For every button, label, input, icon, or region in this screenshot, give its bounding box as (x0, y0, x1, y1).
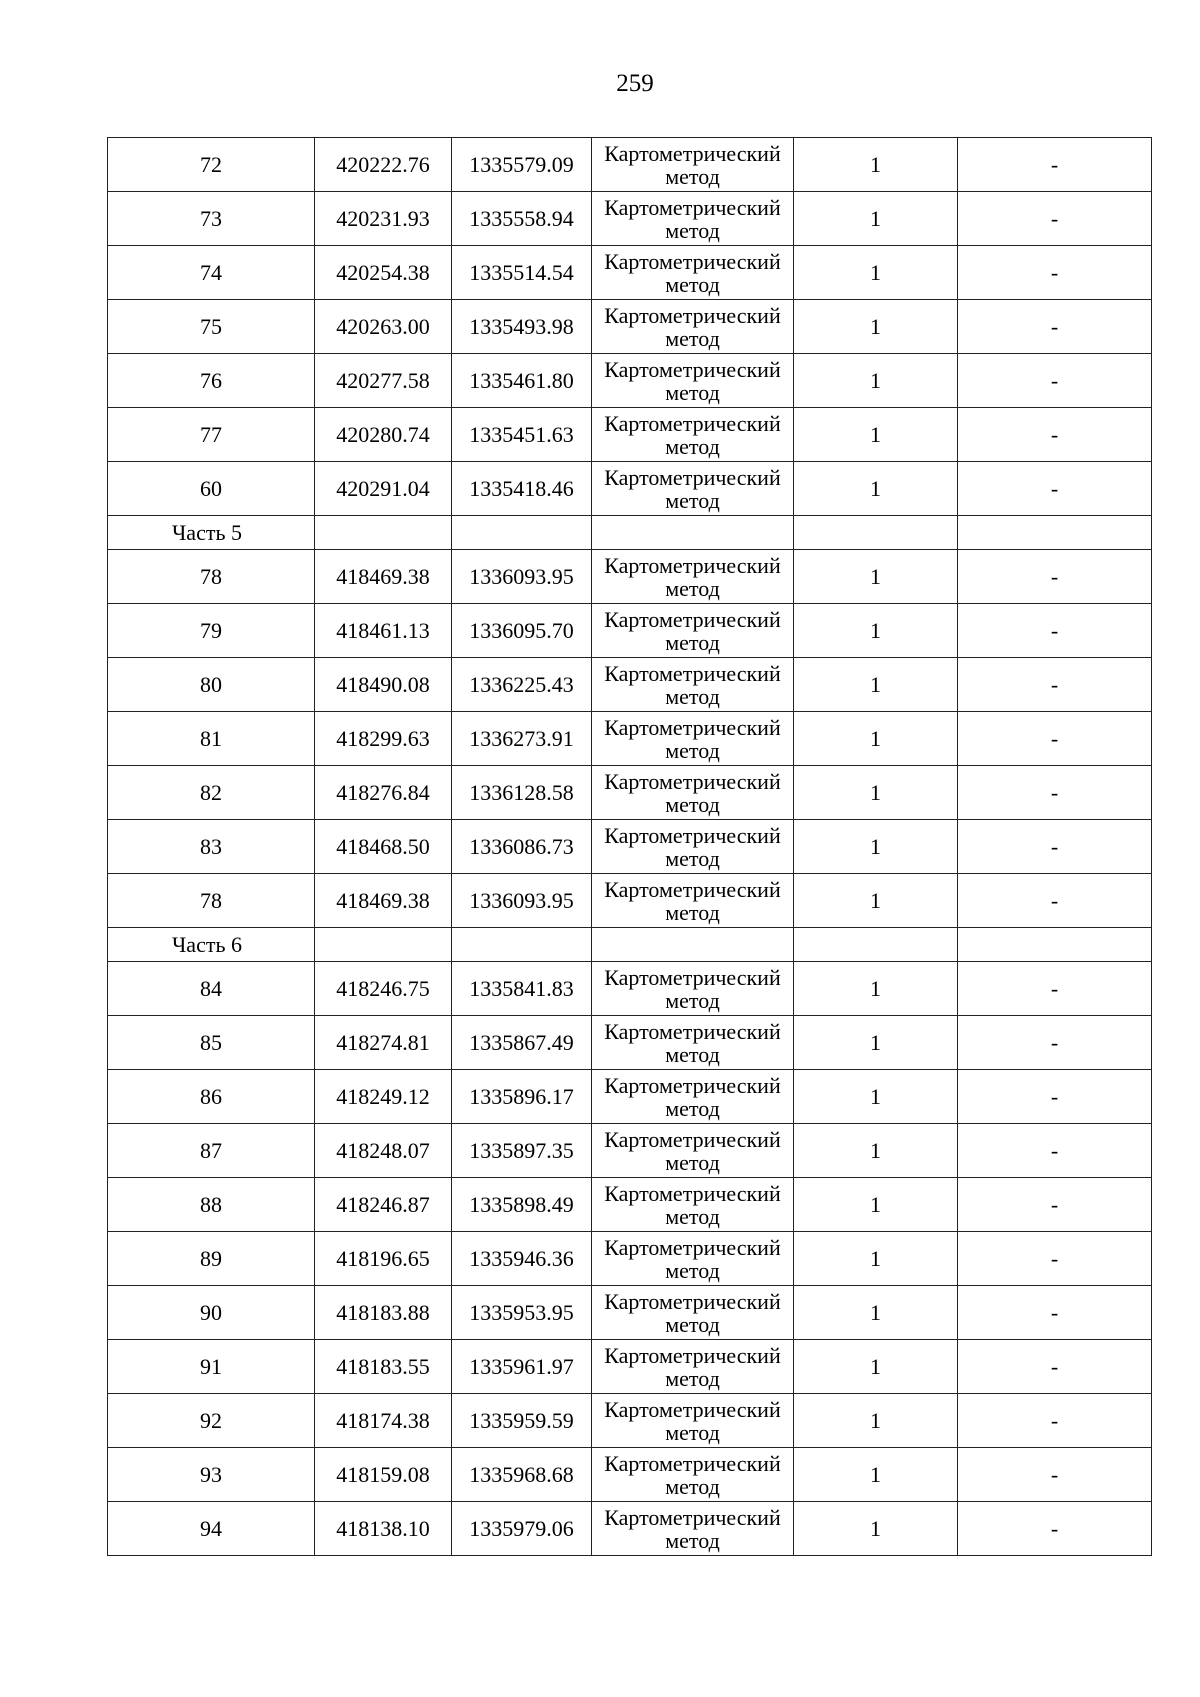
method-line-1: Картометрический (604, 606, 781, 632)
x-coordinate-cell: 418183.88 (315, 1286, 452, 1340)
note-cell: - (958, 1070, 1152, 1124)
table-row (108, 1124, 1152, 1178)
table-row (108, 874, 1152, 928)
accuracy-cell: 1 (794, 192, 958, 246)
x-coordinate-cell: 418196.65 (315, 1232, 452, 1286)
method-cell (592, 138, 794, 192)
empty-cell (592, 928, 794, 962)
method-line-1: Картометрический (604, 1288, 781, 1314)
point-number-cell: 81 (108, 712, 315, 766)
method-line-2: метод (665, 1527, 720, 1553)
note-cell: - (958, 408, 1152, 462)
table-row (108, 354, 1152, 408)
x-coordinate-cell: 418468.50 (315, 820, 452, 874)
table-row (108, 1232, 1152, 1286)
table-row (108, 1016, 1152, 1070)
empty-cell (958, 516, 1152, 550)
table-row (108, 962, 1152, 1016)
note-cell: - (958, 138, 1152, 192)
method-line-1: Картометрический (604, 714, 781, 740)
table-row (108, 712, 1152, 766)
section-row (108, 516, 1152, 550)
note-cell: - (958, 604, 1152, 658)
method-line-1: Картометрический (604, 302, 781, 328)
method-line-2: метод (665, 575, 720, 601)
point-number-cell: 84 (108, 962, 315, 1016)
accuracy-cell: 1 (794, 550, 958, 604)
y-coordinate-cell: 1336128.58 (452, 766, 592, 820)
y-coordinate-cell: 1335558.94 (452, 192, 592, 246)
section-row (108, 928, 1152, 962)
method-line-1: Картометрический (604, 1504, 781, 1530)
x-coordinate-cell: 420280.74 (315, 408, 452, 462)
method-cell (592, 354, 794, 408)
method-cell (592, 1286, 794, 1340)
method-line-2: метод (665, 433, 720, 459)
accuracy-cell: 1 (794, 138, 958, 192)
coordinates-table (107, 137, 1152, 1556)
note-cell: - (958, 354, 1152, 408)
method-line-1: Картометрический (604, 194, 781, 220)
method-line-2: метод (665, 845, 720, 871)
method-line-2: метод (665, 487, 720, 513)
note-cell: - (958, 1502, 1152, 1556)
x-coordinate-cell: 420277.58 (315, 354, 452, 408)
x-coordinate-cell: 418490.08 (315, 658, 452, 712)
y-coordinate-cell: 1336086.73 (452, 820, 592, 874)
method-line-2: метод (665, 1365, 720, 1391)
method-line-1: Картометрический (604, 464, 781, 490)
method-cell (592, 1448, 794, 1502)
x-coordinate-cell: 418249.12 (315, 1070, 452, 1124)
table-row (108, 820, 1152, 874)
accuracy-cell: 1 (794, 300, 958, 354)
note-cell: - (958, 1178, 1152, 1232)
y-coordinate-cell: 1335979.06 (452, 1502, 592, 1556)
point-number-cell: 77 (108, 408, 315, 462)
method-line-2: метод (665, 899, 720, 925)
accuracy-cell: 1 (794, 1232, 958, 1286)
table-row (108, 604, 1152, 658)
table-row (108, 1394, 1152, 1448)
x-coordinate-cell: 418138.10 (315, 1502, 452, 1556)
method-line-1: Картометрический (604, 356, 781, 382)
x-coordinate-cell: 418274.81 (315, 1016, 452, 1070)
note-cell: - (958, 462, 1152, 516)
note-cell: - (958, 550, 1152, 604)
table-row (108, 1286, 1152, 1340)
y-coordinate-cell: 1335897.35 (452, 1124, 592, 1178)
x-coordinate-cell: 418246.87 (315, 1178, 452, 1232)
page-number: 259 (616, 70, 654, 97)
table-row (108, 462, 1152, 516)
point-number-cell: 93 (108, 1448, 315, 1502)
point-number-cell: 78 (108, 550, 315, 604)
y-coordinate-cell: 1335961.97 (452, 1340, 592, 1394)
method-line-2: метод (665, 987, 720, 1013)
method-line-1: Картометрический (604, 1234, 781, 1260)
method-line-1: Картометрический (604, 1180, 781, 1206)
table-row (108, 550, 1152, 604)
method-cell (592, 874, 794, 928)
method-cell (592, 1340, 794, 1394)
coordinates-table-body (108, 138, 1152, 1556)
point-number-cell: 91 (108, 1340, 315, 1394)
method-cell (592, 712, 794, 766)
table-row (108, 246, 1152, 300)
y-coordinate-cell: 1336093.95 (452, 874, 592, 928)
note-cell: - (958, 192, 1152, 246)
note-cell: - (958, 1340, 1152, 1394)
x-coordinate-cell: 418159.08 (315, 1448, 452, 1502)
empty-cell (315, 516, 452, 550)
method-cell (592, 658, 794, 712)
y-coordinate-cell: 1335953.95 (452, 1286, 592, 1340)
method-cell (592, 408, 794, 462)
method-line-2: метод (665, 1473, 720, 1499)
x-coordinate-cell: 420254.38 (315, 246, 452, 300)
point-number-cell: 82 (108, 766, 315, 820)
method-cell (592, 1070, 794, 1124)
method-line-2: метод (665, 737, 720, 763)
empty-cell (592, 516, 794, 550)
table-row (108, 766, 1152, 820)
x-coordinate-cell: 420222.76 (315, 138, 452, 192)
accuracy-cell: 1 (794, 1286, 958, 1340)
x-coordinate-cell: 418299.63 (315, 712, 452, 766)
accuracy-cell: 1 (794, 462, 958, 516)
point-number-cell: 86 (108, 1070, 315, 1124)
note-cell: - (958, 1448, 1152, 1502)
method-cell (592, 246, 794, 300)
note-cell: - (958, 1286, 1152, 1340)
point-number-cell: 75 (108, 300, 315, 354)
method-line-2: метод (665, 325, 720, 351)
table-row (108, 658, 1152, 712)
method-line-1: Картометрический (604, 140, 781, 166)
note-cell: - (958, 246, 1152, 300)
y-coordinate-cell: 1335493.98 (452, 300, 592, 354)
accuracy-cell: 1 (794, 1070, 958, 1124)
method-cell (592, 1394, 794, 1448)
method-cell (592, 300, 794, 354)
point-number-cell: 92 (108, 1394, 315, 1448)
method-line-2: метод (665, 1041, 720, 1067)
method-line-2: метод (665, 1311, 720, 1337)
method-line-2: метод (665, 271, 720, 297)
method-line-1: Картометрический (604, 552, 781, 578)
note-cell: - (958, 658, 1152, 712)
table-row (108, 138, 1152, 192)
method-line-2: метод (665, 217, 720, 243)
accuracy-cell: 1 (794, 658, 958, 712)
y-coordinate-cell: 1335867.49 (452, 1016, 592, 1070)
accuracy-cell: 1 (794, 408, 958, 462)
y-coordinate-cell: 1335451.63 (452, 408, 592, 462)
note-cell: - (958, 1016, 1152, 1070)
y-coordinate-cell: 1335461.80 (452, 354, 592, 408)
x-coordinate-cell: 418248.07 (315, 1124, 452, 1178)
method-line-2: метод (665, 379, 720, 405)
accuracy-cell: 1 (794, 1394, 958, 1448)
accuracy-cell: 1 (794, 1502, 958, 1556)
method-line-1: Картометрический (604, 410, 781, 436)
y-coordinate-cell: 1335896.17 (452, 1070, 592, 1124)
table-row (108, 408, 1152, 462)
x-coordinate-cell: 420263.00 (315, 300, 452, 354)
y-coordinate-cell: 1335579.09 (452, 138, 592, 192)
method-cell (592, 766, 794, 820)
y-coordinate-cell: 1336273.91 (452, 712, 592, 766)
section-label: Часть 6 (108, 928, 315, 962)
method-cell (592, 192, 794, 246)
accuracy-cell: 1 (794, 712, 958, 766)
method-line-2: метод (665, 791, 720, 817)
empty-cell (794, 928, 958, 962)
y-coordinate-cell: 1336093.95 (452, 550, 592, 604)
accuracy-cell: 1 (794, 1124, 958, 1178)
note-cell: - (958, 300, 1152, 354)
y-coordinate-cell: 1336095.70 (452, 604, 592, 658)
method-cell (592, 1178, 794, 1232)
method-line-1: Картометрический (604, 1072, 781, 1098)
point-number-cell: 80 (108, 658, 315, 712)
y-coordinate-cell: 1336225.43 (452, 658, 592, 712)
accuracy-cell: 1 (794, 1178, 958, 1232)
method-line-2: метод (665, 1095, 720, 1121)
method-cell (592, 604, 794, 658)
method-line-2: метод (665, 683, 720, 709)
accuracy-cell: 1 (794, 820, 958, 874)
table-row (108, 1070, 1152, 1124)
y-coordinate-cell: 1335946.36 (452, 1232, 592, 1286)
section-label: Часть 5 (108, 516, 315, 550)
note-cell: - (958, 712, 1152, 766)
accuracy-cell: 1 (794, 1016, 958, 1070)
note-cell: - (958, 962, 1152, 1016)
empty-cell (452, 516, 592, 550)
note-cell: - (958, 1394, 1152, 1448)
note-cell: - (958, 766, 1152, 820)
y-coordinate-cell: 1335418.46 (452, 462, 592, 516)
point-number-cell: 90 (108, 1286, 315, 1340)
accuracy-cell: 1 (794, 1448, 958, 1502)
y-coordinate-cell: 1335841.83 (452, 962, 592, 1016)
method-line-1: Картометрический (604, 822, 781, 848)
accuracy-cell: 1 (794, 766, 958, 820)
point-number-cell: 74 (108, 246, 315, 300)
method-cell (592, 1124, 794, 1178)
x-coordinate-cell: 418276.84 (315, 766, 452, 820)
method-cell (592, 1232, 794, 1286)
method-line-2: метод (665, 1257, 720, 1283)
method-line-2: метод (665, 163, 720, 189)
method-line-2: метод (665, 1149, 720, 1175)
empty-cell (794, 516, 958, 550)
method-cell (592, 1016, 794, 1070)
method-cell (592, 962, 794, 1016)
accuracy-cell: 1 (794, 354, 958, 408)
empty-cell (452, 928, 592, 962)
table-row (108, 1502, 1152, 1556)
point-number-cell: 72 (108, 138, 315, 192)
x-coordinate-cell: 418469.38 (315, 874, 452, 928)
x-coordinate-cell: 420231.93 (315, 192, 452, 246)
point-number-cell: 76 (108, 354, 315, 408)
x-coordinate-cell: 420291.04 (315, 462, 452, 516)
point-number-cell: 89 (108, 1232, 315, 1286)
method-line-1: Картометрический (604, 768, 781, 794)
point-number-cell: 73 (108, 192, 315, 246)
empty-cell (315, 928, 452, 962)
x-coordinate-cell: 418246.75 (315, 962, 452, 1016)
method-line-1: Картометрический (604, 964, 781, 990)
y-coordinate-cell: 1335514.54 (452, 246, 592, 300)
point-number-cell: 85 (108, 1016, 315, 1070)
y-coordinate-cell: 1335959.59 (452, 1394, 592, 1448)
method-line-2: метод (665, 629, 720, 655)
method-line-1: Картометрический (604, 248, 781, 274)
method-line-2: метод (665, 1203, 720, 1229)
point-number-cell: 78 (108, 874, 315, 928)
method-cell (592, 1502, 794, 1556)
table-row (108, 1448, 1152, 1502)
table-row (108, 1178, 1152, 1232)
table-row (108, 300, 1152, 354)
table-row (108, 1340, 1152, 1394)
y-coordinate-cell: 1335898.49 (452, 1178, 592, 1232)
note-cell: - (958, 874, 1152, 928)
point-number-cell: 88 (108, 1178, 315, 1232)
y-coordinate-cell: 1335968.68 (452, 1448, 592, 1502)
method-line-1: Картометрический (604, 1018, 781, 1044)
x-coordinate-cell: 418183.55 (315, 1340, 452, 1394)
x-coordinate-cell: 418174.38 (315, 1394, 452, 1448)
table-row (108, 192, 1152, 246)
point-number-cell: 94 (108, 1502, 315, 1556)
accuracy-cell: 1 (794, 1340, 958, 1394)
method-cell (592, 820, 794, 874)
x-coordinate-cell: 418461.13 (315, 604, 452, 658)
method-line-1: Картометрический (604, 876, 781, 902)
method-line-2: метод (665, 1419, 720, 1445)
empty-cell (958, 928, 1152, 962)
note-cell: - (958, 1232, 1152, 1286)
method-line-1: Картометрический (604, 660, 781, 686)
note-cell: - (958, 1124, 1152, 1178)
point-number-cell: 79 (108, 604, 315, 658)
method-line-1: Картометрический (604, 1342, 781, 1368)
point-number-cell: 87 (108, 1124, 315, 1178)
x-coordinate-cell: 418469.38 (315, 550, 452, 604)
point-number-cell: 60 (108, 462, 315, 516)
method-line-1: Картометрический (604, 1450, 781, 1476)
accuracy-cell: 1 (794, 874, 958, 928)
point-number-cell: 83 (108, 820, 315, 874)
method-line-1: Картометрический (604, 1396, 781, 1422)
method-line-1: Картометрический (604, 1126, 781, 1152)
accuracy-cell: 1 (794, 604, 958, 658)
method-cell (592, 550, 794, 604)
method-cell (592, 462, 794, 516)
accuracy-cell: 1 (794, 246, 958, 300)
accuracy-cell: 1 (794, 962, 958, 1016)
note-cell: - (958, 820, 1152, 874)
